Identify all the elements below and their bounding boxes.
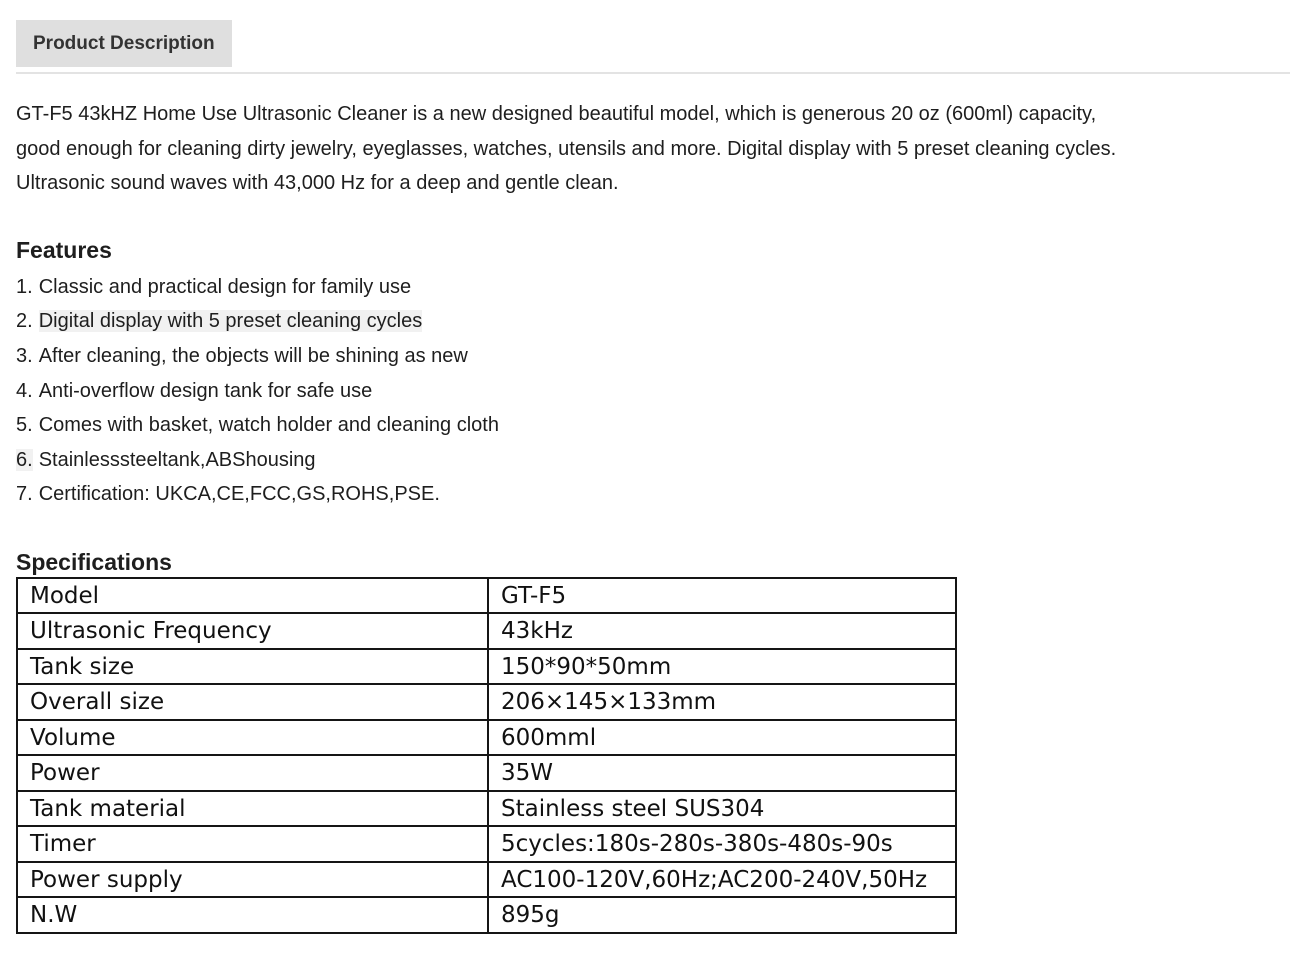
feature-number: 7. — [16, 483, 33, 506]
spec-row — [17, 862, 956, 898]
feature-item — [16, 443, 1274, 478]
feature-item — [16, 477, 1274, 512]
product-description-paragraph — [16, 97, 1274, 201]
feature-text: Digital display with 5 preset cleaning cycles — [38, 310, 423, 333]
spec-row — [17, 720, 956, 756]
spec-value-cell: 600mml — [488, 720, 956, 756]
spec-label-cell: N.W — [17, 897, 488, 933]
feature-text: Classic and practical design for family use — [38, 275, 412, 298]
spec-row — [17, 578, 956, 614]
spec-value-cell: AC100-120V,60Hz;AC200-240V,50Hz — [488, 862, 956, 898]
spec-label-cell: Volume — [17, 720, 488, 756]
spec-value-cell: 150*90*50mm — [488, 649, 956, 685]
spec-row — [17, 649, 956, 685]
paragraph-line: Ultrasonic sound waves with 43,000 Hz for a deep and gentle clean. — [16, 172, 619, 195]
feature-text: Anti-overflow design tank for safe use — [38, 379, 373, 402]
spec-value-cell: 5cycles:180s-280s-380s-480s-90s — [488, 826, 956, 862]
spec-value-cell: 35W — [488, 755, 956, 791]
feature-item — [16, 270, 1274, 305]
spec-value-cell: GT-F5 — [488, 578, 956, 614]
spec-row — [17, 613, 956, 649]
spec-value-cell: Stainless steel SUS304 — [488, 791, 956, 827]
feature-number: 1. — [16, 275, 33, 298]
section-divider — [16, 72, 1290, 74]
feature-number: 6. — [16, 448, 33, 471]
spec-row — [17, 684, 956, 720]
spec-label-cell: Tank size — [17, 649, 488, 685]
spec-label-cell: Power supply — [17, 862, 488, 898]
specifications-table — [16, 577, 957, 934]
features-heading: Features — [16, 236, 112, 263]
spec-label-cell: Power — [17, 755, 488, 791]
features-list — [16, 270, 1274, 512]
paragraph-line: good enough for cleaning dirty jewelry, eyeglasses, watches, utensils and more. Digital display with 5 preset cleaning cycles. — [16, 137, 1117, 160]
spec-row — [17, 791, 956, 827]
spec-value-cell: 43kHz — [488, 613, 956, 649]
product-description-tab[interactable]: Product Description — [16, 20, 232, 67]
spec-row — [17, 826, 956, 862]
spec-value-cell: 206×145×133mm — [488, 684, 956, 720]
spec-label-cell: Tank material — [17, 791, 488, 827]
spec-label-cell: Timer — [17, 826, 488, 862]
feature-item — [16, 374, 1274, 409]
spec-label-cell: Overall size — [17, 684, 488, 720]
feature-number: 4. — [16, 379, 33, 402]
spec-row — [17, 897, 956, 933]
feature-item — [16, 408, 1274, 443]
feature-item — [16, 304, 1274, 339]
feature-text: After cleaning, the objects will be shining as new — [38, 344, 468, 367]
feature-number: 5. — [16, 414, 33, 437]
spec-label-cell: Model — [17, 578, 488, 614]
specifications-heading: Specifications — [16, 548, 172, 575]
feature-number: 3. — [16, 344, 33, 367]
feature-text: Certification: UKCA,CE,FCC,GS,ROHS,PSE. — [38, 483, 440, 506]
feature-text: Stainlesssteeltank,ABShousing — [38, 448, 316, 471]
spec-label-cell: Ultrasonic Frequency — [17, 613, 488, 649]
spec-value-cell: 895g — [488, 897, 956, 933]
spec-table-body — [17, 578, 956, 933]
feature-item — [16, 339, 1274, 374]
spec-row — [17, 755, 956, 791]
feature-text: Comes with basket, watch holder and cleaning cloth — [38, 414, 499, 437]
paragraph-line: GT-F5 43kHZ Home Use Ultrasonic Cleaner is a new designed beautiful model, which is generous 20 oz (600ml) capacity, — [16, 103, 1097, 125]
feature-number: 2. — [16, 310, 33, 333]
